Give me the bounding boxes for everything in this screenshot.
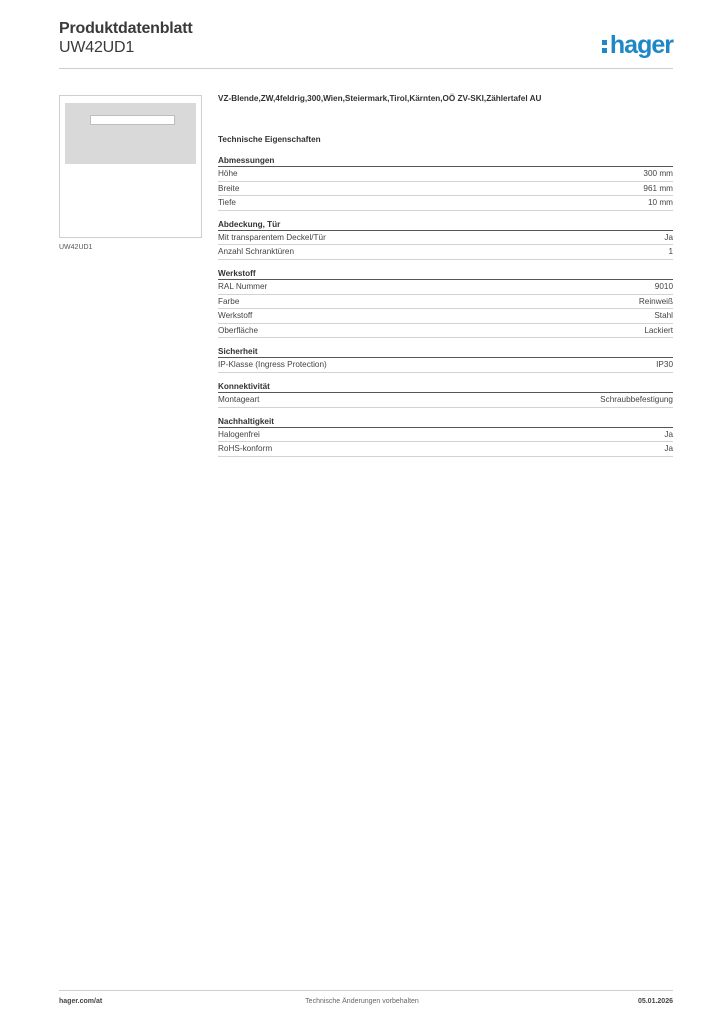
- section-title: Nachhaltigkeit: [218, 417, 673, 428]
- property-value: Stahl: [654, 311, 673, 321]
- property-value: Ja: [664, 232, 673, 242]
- property-row: [218, 309, 673, 324]
- logo-text: hager: [609, 31, 673, 59]
- property-label: Tiefe: [218, 198, 236, 208]
- property-value: 10 mm: [647, 198, 673, 208]
- property-value: 961 mm: [643, 183, 673, 193]
- property-sections: [218, 156, 673, 457]
- property-value: Reinweiß: [638, 296, 673, 306]
- property-row: [218, 167, 673, 182]
- panel-slot: [90, 115, 175, 125]
- property-value: Ja: [664, 429, 673, 439]
- property-row: [218, 393, 673, 408]
- article-number: UW42UD1: [59, 39, 135, 56]
- property-row: [218, 245, 673, 260]
- footer-date: 05.01.2026: [637, 998, 673, 1005]
- property-section: [218, 382, 673, 408]
- section-title: Werkstoff: [218, 269, 673, 280]
- property-label: RoHS-konform: [218, 444, 273, 454]
- property-row: [218, 196, 673, 211]
- property-label: Höhe: [218, 169, 238, 178]
- product-image: [59, 95, 202, 238]
- property-label: Mit transparentem Deckel/Tür: [218, 232, 326, 242]
- section-title: Abdeckung, Tür: [218, 220, 673, 231]
- property-row: [218, 358, 673, 373]
- property-value: 1: [668, 247, 673, 257]
- footer-divider: [59, 990, 673, 991]
- property-label: Oberfläche: [218, 325, 259, 335]
- property-row: [218, 182, 673, 197]
- property-label: Breite: [218, 183, 240, 193]
- section-title: Konnektivität: [218, 382, 673, 393]
- section-title: Sicherheit: [218, 347, 673, 358]
- property-row: [218, 280, 673, 295]
- property-label: Werkstoff: [218, 311, 253, 321]
- property-label: IP-Klasse (Ingress Protection): [218, 360, 327, 370]
- property-section: [218, 156, 673, 211]
- property-label: Halogenfrei: [218, 429, 260, 439]
- footer-notice: Technische Änderungen vorbehalten: [305, 998, 419, 1005]
- property-value: 300 mm: [643, 169, 673, 178]
- property-value: Schraubbefestigung: [600, 394, 673, 404]
- image-caption: UW42UD1: [59, 244, 93, 251]
- property-section: [218, 220, 673, 260]
- product-description: VZ-Blende,ZW,4feldrig,300,Wien,Steiermark,Tirol,Kärnten,OÖ ZV-SKI,Zählertafel AU: [218, 94, 542, 103]
- panel-illustration: [65, 103, 196, 164]
- product-details: [218, 94, 673, 466]
- property-value: Lackiert: [644, 325, 673, 335]
- footer-website: hager.com/at: [59, 998, 103, 1005]
- property-section: [218, 347, 673, 373]
- hager-logo: [602, 30, 673, 60]
- property-label: Anzahl Schranktüren: [218, 247, 295, 257]
- property-label: Montageart: [218, 394, 260, 404]
- section-title: Abmessungen: [218, 156, 673, 167]
- property-value: Ja: [664, 444, 673, 454]
- document-title: Produktdatenblatt: [59, 20, 193, 37]
- property-row: [218, 324, 673, 339]
- property-section: [218, 269, 673, 338]
- property-value: 9010: [654, 281, 673, 291]
- property-row: [218, 231, 673, 246]
- technical-properties-heading: Technische Eigenschaften: [218, 135, 321, 144]
- property-section: [218, 417, 673, 457]
- property-row: [218, 428, 673, 443]
- logo-dots-icon: [602, 38, 608, 54]
- property-label: RAL Nummer: [218, 281, 268, 291]
- property-row: [218, 442, 673, 457]
- property-label: Farbe: [218, 296, 240, 306]
- header-divider: [59, 68, 673, 69]
- property-row: [218, 295, 673, 310]
- property-value: IP30: [656, 360, 673, 370]
- page-header: [59, 20, 673, 70]
